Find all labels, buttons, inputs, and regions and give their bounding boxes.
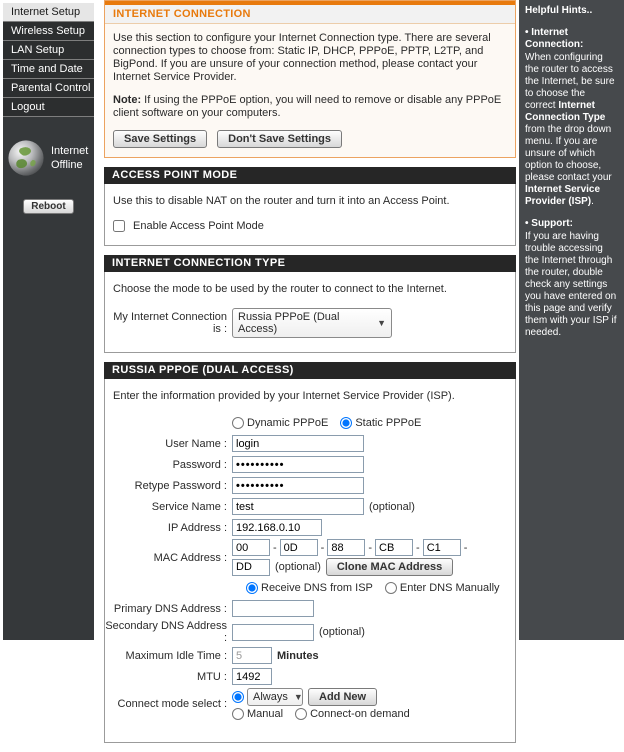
mac-octet-3-input[interactable] <box>327 539 365 556</box>
on-demand-connect-radio[interactable] <box>295 708 307 720</box>
secondary-dns-input[interactable] <box>232 624 314 641</box>
dynamic-pppoe-label: Dynamic PPPoE <box>247 416 329 429</box>
hint-bold-text: Internet Service Provider (ISP) <box>525 184 601 207</box>
dont-save-settings-button[interactable]: Don't Save Settings <box>217 130 342 148</box>
retype-password-row <box>105 476 515 495</box>
note-text: If using the PPPoE option, you will need to remove or disable any PPPoE client software on your computers. <box>113 94 502 119</box>
internet-connection-type-title: INTERNET CONNECTION TYPE <box>104 255 516 272</box>
hint-text: When configuring the router to access the Internet, be sure to choose the correct <box>525 52 615 111</box>
hint-text: . <box>591 196 594 207</box>
retype-password-label: Retype Password : <box>134 479 227 492</box>
service-name-label: Service Name : <box>151 500 227 513</box>
sidebar-item-logout[interactable]: Logout <box>3 98 94 117</box>
internet-connection-select[interactable] <box>232 308 392 338</box>
secondary-dns-optional: (optional) <box>319 626 365 638</box>
hint-support-heading: • Support: <box>525 218 573 229</box>
access-point-mode-description: Use this to disable NAT on the router and turn it into an Access Point. <box>113 195 450 207</box>
sidebar-item-lan-setup[interactable]: LAN Setup <box>3 41 94 60</box>
sidebar-menu <box>3 3 94 117</box>
static-pppoe-radio[interactable] <box>340 417 352 429</box>
internet-status-text <box>51 144 88 172</box>
manual-connect-label: Manual <box>247 708 284 720</box>
always-select-value: Always <box>253 691 288 703</box>
mac-optional: (optional) <box>275 561 321 573</box>
user-name-input[interactable] <box>232 435 364 452</box>
hint-bold-text: Internet Connection Type <box>525 100 606 123</box>
pppoe-type-row <box>105 413 515 432</box>
hint-support-body: If you are having trouble accessing the Internet through the router, double check any settings you have entered on this page and verify them with your ISP if needed. <box>525 231 617 338</box>
secondary-dns-label: Secondary DNS Address : <box>105 620 227 644</box>
max-idle-label: Maximum Idle Time : <box>125 649 227 662</box>
receive-dns-label: Receive DNS from ISP <box>261 581 373 594</box>
mac-octet-5-input[interactable] <box>423 539 461 556</box>
hint-internet-connection-body <box>525 52 618 208</box>
section-internet-connection <box>104 0 516 158</box>
status-line-1: Internet <box>51 145 89 157</box>
hint-internet-connection-heading: • Internet Connection: <box>525 27 584 50</box>
ip-address-row <box>105 518 515 537</box>
primary-dns-row <box>105 599 515 618</box>
mac-separator: - <box>416 541 420 554</box>
helpful-hints-title: Helpful Hints.. <box>525 5 593 16</box>
dns-mode-row <box>105 578 515 597</box>
password-row <box>105 455 515 474</box>
always-connect-radio[interactable] <box>232 691 244 703</box>
internet-status <box>7 139 92 177</box>
manual-dns-label: Enter DNS Manually <box>399 581 500 594</box>
max-idle-input[interactable] <box>232 647 272 664</box>
hint-text: from the drop down menu. If you are unsure of which option to choose, please contact your <box>525 124 612 183</box>
chevron-down-icon: ▼ <box>293 692 303 702</box>
globe-icon <box>7 139 45 177</box>
ip-address-label: IP Address : <box>167 521 227 534</box>
main-content <box>104 0 516 752</box>
left-sidebar <box>3 3 94 640</box>
clone-mac-address-button[interactable]: Clone MAC Address <box>326 558 453 576</box>
mtu-input[interactable] <box>232 668 272 685</box>
russia-pppoe-title: RUSSIA PPPOE (DUAL ACCESS) <box>104 362 516 379</box>
access-point-mode-title: ACCESS POINT MODE <box>104 167 516 184</box>
max-idle-row <box>105 646 515 665</box>
internet-connection-type-description: Choose the mode to be used by the router to connect to the Internet. <box>113 283 447 295</box>
secondary-dns-row <box>105 620 515 644</box>
always-select[interactable] <box>247 688 303 706</box>
sidebar-item-wireless-setup[interactable]: Wireless Setup <box>3 22 94 41</box>
user-name-row <box>105 434 515 453</box>
section-internet-connection-type <box>104 255 516 353</box>
mac-separator: - <box>463 541 468 554</box>
service-name-row <box>105 497 515 516</box>
primary-dns-label: Primary DNS Address : <box>113 602 227 615</box>
sidebar-item-time-and-date[interactable]: Time and Date <box>3 60 94 79</box>
sidebar-item-parental-control[interactable]: Parental Control <box>3 79 94 98</box>
sidebar-item-internet-setup[interactable]: Internet Setup <box>3 3 94 22</box>
connect-mode-row <box>105 688 515 720</box>
connection-select-label: My Internet Connection is : <box>113 311 227 335</box>
service-name-optional: (optional) <box>369 500 415 513</box>
internet-connection-note <box>113 94 507 120</box>
enable-ap-mode-checkbox[interactable] <box>113 220 125 232</box>
mac-octet-1-input[interactable] <box>232 539 270 556</box>
internet-connection-title: INTERNET CONNECTION <box>105 5 515 24</box>
internet-connection-body <box>105 24 515 157</box>
on-demand-connect-label: Connect-on demand <box>310 708 410 720</box>
service-name-input[interactable] <box>232 498 364 515</box>
ip-address-input[interactable] <box>232 519 322 536</box>
russia-pppoe-description: Enter the information provided by your Internet Service Provider (ISP). <box>113 390 455 402</box>
reboot-button[interactable]: Reboot <box>23 199 73 214</box>
mtu-label: MTU : <box>197 670 227 683</box>
mac-octet-2-input[interactable] <box>280 539 318 556</box>
note-label: Note: <box>113 94 142 106</box>
internet-connection-select-value: Russia PPPoE (Dual Access) <box>238 311 340 335</box>
password-label: Password : <box>172 458 227 471</box>
mac-octet-4-input[interactable] <box>375 539 413 556</box>
dynamic-pppoe-radio[interactable] <box>232 417 244 429</box>
helpful-hints-panel <box>519 0 624 640</box>
connect-mode-label: Connect mode select : <box>117 698 227 710</box>
max-idle-units: Minutes <box>277 649 319 662</box>
mac-separator: - <box>368 541 373 554</box>
status-line-2: Offline <box>51 159 83 171</box>
receive-dns-radio[interactable] <box>246 582 258 594</box>
manual-connect-radio[interactable] <box>232 708 244 720</box>
mac-octet-6-input[interactable] <box>232 559 270 576</box>
retype-password-input[interactable] <box>232 477 364 494</box>
add-new-button[interactable]: Add New <box>308 688 377 706</box>
chevron-down-icon: ▼ <box>377 318 386 328</box>
save-settings-button[interactable]: Save Settings <box>113 130 207 148</box>
manual-dns-radio[interactable] <box>385 582 397 594</box>
mtu-row <box>105 667 515 686</box>
primary-dns-input[interactable] <box>232 600 314 617</box>
static-pppoe-label: Static PPPoE <box>355 416 422 429</box>
mac-separator: - <box>273 541 277 554</box>
mac-address-row <box>105 539 515 576</box>
enable-ap-mode-label: Enable Access Point Mode <box>133 220 264 232</box>
section-access-point-mode <box>104 167 516 246</box>
mac-address-label: MAC Address : <box>153 551 227 564</box>
section-russia-pppoe <box>104 362 516 743</box>
user-name-label: User Name : <box>165 437 227 450</box>
mac-separator: - <box>320 541 325 554</box>
password-input[interactable] <box>232 456 364 473</box>
internet-connection-description: Use this section to configure your Internet Connection type. There are several connection types to choose from: Static IP, DHCP, PPPoE, PPTP, L2TP, and BigPond. If you are unsure of your connection method, please contact your Internet Service Provider. <box>113 32 491 83</box>
